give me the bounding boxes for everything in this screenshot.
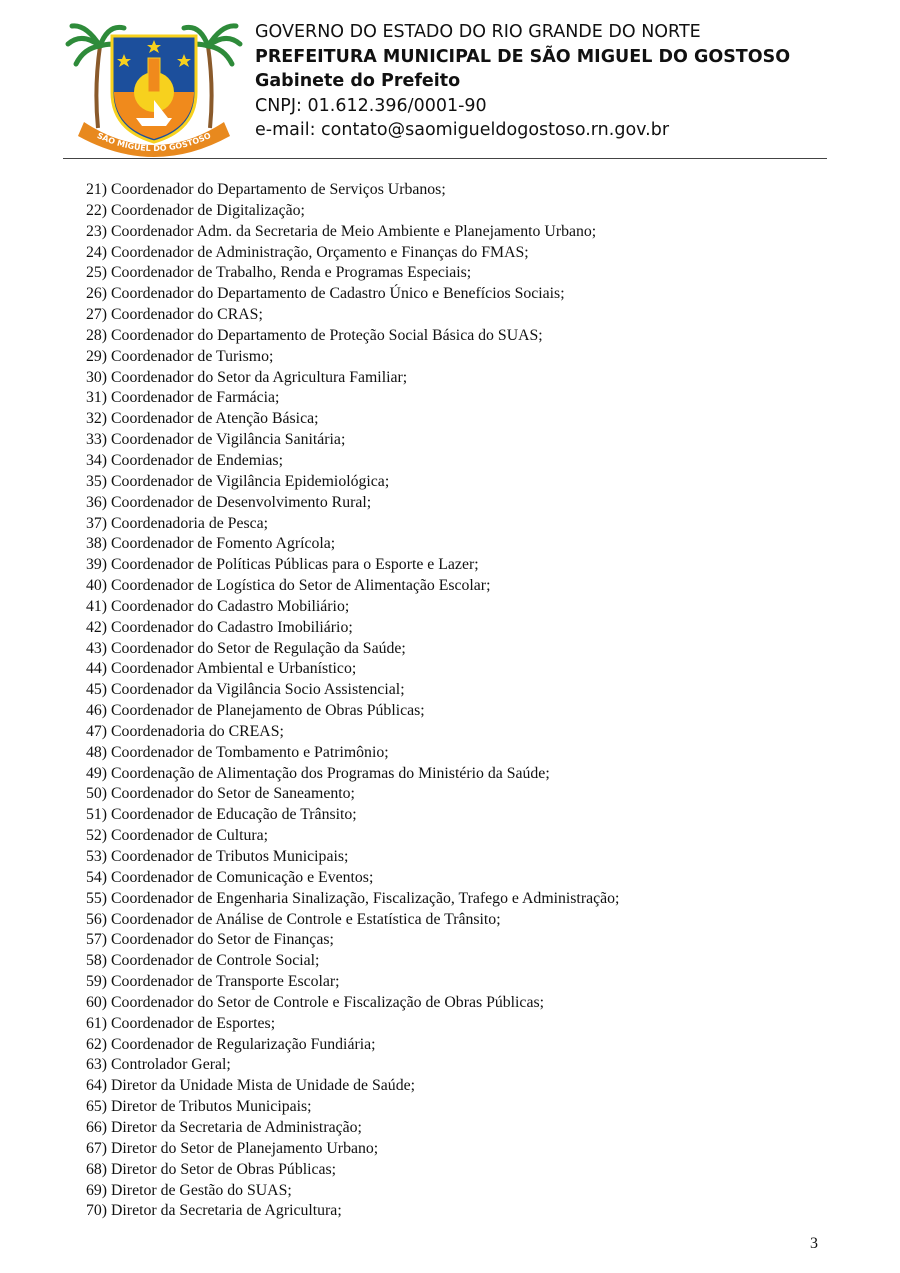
list-item: 69) Diretor de Gestão do SUAS;	[86, 1181, 292, 1199]
list-item: 46) Coordenador de Planejamento de Obras Públicas;	[86, 702, 425, 720]
list-item: 28) Coordenador do Departamento de Proteção Social Básica do SUAS;	[86, 326, 543, 344]
list-item: 31) Coordenador de Farmácia;	[86, 389, 280, 407]
list-item: 22) Coordenador de Digitalização;	[86, 201, 305, 219]
list-item: 30) Coordenador do Setor da Agricultura Familiar;	[86, 368, 408, 386]
list-item: 26) Coordenador do Departamento de Cadastro Único e Benefícios Sociais;	[86, 285, 565, 303]
list-item: 64) Diretor da Unidade Mista de Unidade de Saúde;	[86, 1077, 416, 1095]
list-item: 61) Coordenador de Esportes;	[86, 1014, 276, 1032]
page-number: 3	[810, 1235, 818, 1252]
list-item: 70) Diretor da Secretaria de Agricultura;	[86, 1202, 342, 1220]
list-item: 25) Coordenador de Trabalho, Renda e Programas Especiais;	[86, 264, 472, 282]
list-item: 44) Coordenador Ambiental e Urbanístico;	[86, 660, 357, 678]
office-name: Gabinete do Prefeito	[255, 71, 461, 91]
list-item: 58) Coordenador de Controle Social;	[86, 952, 320, 970]
list-item: 47) Coordenadoria do CREAS;	[86, 722, 284, 740]
list-item: 36) Coordenador de Desenvolvimento Rural;	[86, 493, 372, 511]
list-item: 43) Coordenador do Setor de Regulação da Saúde;	[86, 639, 406, 657]
list-item: 62) Coordenador de Regularização Fundiária;	[86, 1035, 376, 1053]
list-item: 50) Coordenador do Setor de Saneamento;	[86, 785, 355, 803]
state-government-line: GOVERNO DO ESTADO DO RIO GRANDE DO NORTE	[255, 22, 701, 42]
list-item: 68) Diretor do Setor de Obras Públicas;	[86, 1160, 337, 1178]
list-item: 23) Coordenador Adm. da Secretaria de Meio Ambiente e Planejamento Urbano;	[86, 222, 597, 240]
list-item: 32) Coordenador de Atenção Básica;	[86, 410, 319, 428]
list-item: 51) Coordenador de Educação de Trânsito;	[86, 806, 357, 824]
header-divider	[63, 158, 827, 159]
list-item: 60) Coordenador do Setor de Controle e Fiscalização de Obras Públicas;	[86, 993, 544, 1011]
list-item: 57) Coordenador do Setor de Finanças;	[86, 931, 334, 949]
list-item: 66) Diretor da Secretaria de Administração;	[86, 1118, 362, 1136]
list-item: 48) Coordenador de Tombamento e Patrimônio;	[86, 743, 389, 761]
list-item: 49) Coordenação de Alimentação dos Programas do Ministério da Saúde;	[86, 764, 550, 782]
list-item: 24) Coordenador de Administração, Orçamento e Finanças do FMAS;	[86, 243, 529, 261]
list-item: 41) Coordenador do Cadastro Mobiliário;	[86, 597, 350, 615]
list-item: 56) Coordenador de Análise de Controle e Estatística de Trânsito;	[86, 910, 501, 928]
municipal-seal-icon	[64, 18, 244, 158]
cnpj-line: CNPJ: 01.612.396/0001-90	[255, 95, 487, 116]
list-item: 52) Coordenador de Cultura;	[86, 827, 269, 845]
position-list	[86, 180, 619, 1222]
list-item: 29) Coordenador de Turismo;	[86, 347, 274, 365]
list-item: 33) Coordenador de Vigilância Sanitária;	[86, 431, 346, 449]
list-item: 42) Coordenador do Cadastro Imobiliário;	[86, 618, 353, 636]
list-item: 38) Coordenador de Fomento Agrícola;	[86, 535, 336, 553]
list-item: 45) Coordenador da Vigilância Socio Assistencial;	[86, 681, 405, 699]
list-item: 54) Coordenador de Comunicação e Eventos;	[86, 868, 374, 886]
list-item: 34) Coordenador de Endemias;	[86, 451, 283, 469]
list-item: 59) Coordenador de Transporte Escolar;	[86, 973, 340, 991]
list-item: 37) Coordenadoria de Pesca;	[86, 514, 269, 532]
list-item: 53) Coordenador de Tributos Municipais;	[86, 848, 349, 865]
email-line: e-mail: contato@saomigueldogostoso.rn.gov.br	[255, 120, 670, 140]
list-item: 65) Diretor de Tributos Municipais;	[86, 1098, 312, 1116]
list-item: 67) Diretor do Setor de Planejamento Urbano;	[86, 1139, 379, 1157]
list-item: 35) Coordenador de Vigilância Epidemiológica;	[86, 472, 390, 490]
list-item: 40) Coordenador de Logística do Setor de Alimentação Escolar;	[86, 577, 491, 595]
svg-text:SÃO MIGUEL DO GOSTOSO: SÃO MIGUEL DO GOSTOSO	[95, 130, 213, 154]
list-item: 63) Controlador Geral;	[86, 1056, 231, 1074]
list-item: 27) Coordenador do CRAS;	[86, 306, 263, 324]
list-item: 55) Coordenador de Engenharia Sinalização, Fiscalização, Trafego e Administração;	[86, 889, 620, 907]
municipality-name: PREFEITURA MUNICIPAL DE SÃO MIGUEL DO GOSTOSO	[255, 46, 791, 67]
letterhead	[255, 20, 790, 143]
seal-shield-icon	[112, 36, 196, 142]
list-item: 39) Coordenador de Políticas Públicas para o Esporte e Lazer;	[86, 556, 479, 574]
list-item: 21) Coordenador do Departamento de Serviços Urbanos;	[86, 181, 446, 198]
